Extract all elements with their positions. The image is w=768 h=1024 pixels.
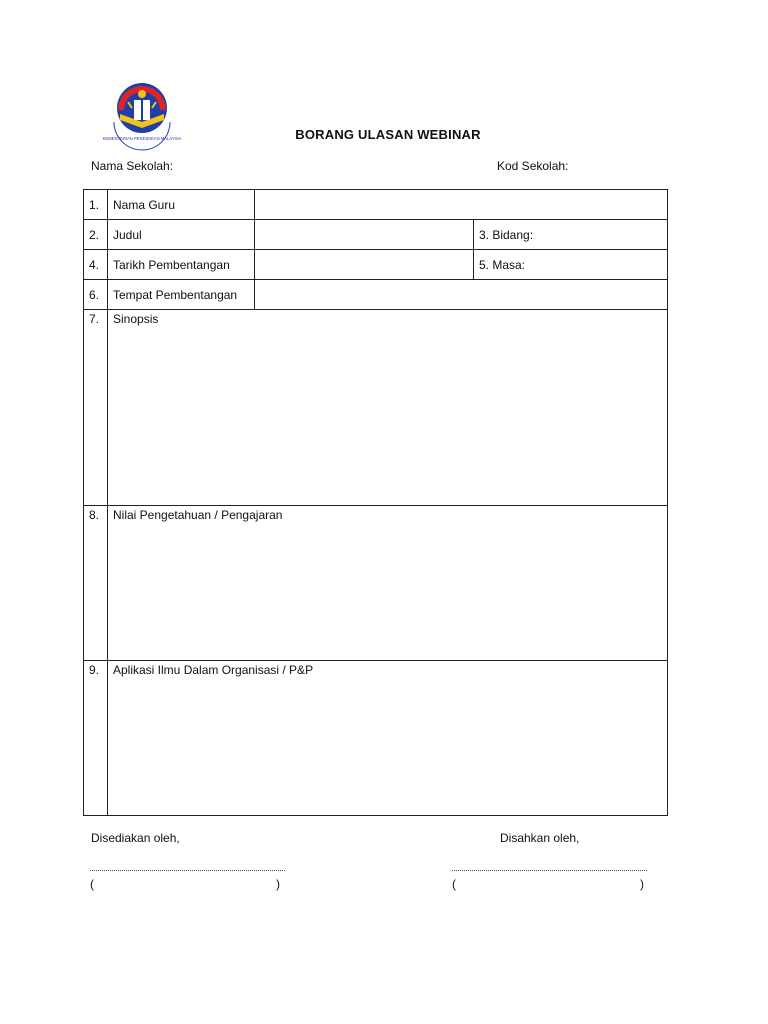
row-label: Aplikasi Ilmu Dalam Organisasi / P&P (113, 663, 314, 677)
row-label: Sinopsis (113, 312, 159, 326)
approved-name-open-paren: ( (452, 877, 456, 891)
svg-text:KEMENTERIAN PENDIDIKAN MALAYSI: KEMENTERIAN PENDIDIKAN MALAYSIA (102, 136, 182, 141)
table-row (84, 661, 668, 816)
table-row (84, 506, 668, 661)
row-number: 9. (84, 661, 108, 816)
review-form-table (83, 189, 668, 816)
row-label: Nama Guru (108, 190, 255, 220)
form-title: BORANG ULASAN WEBINAR (295, 127, 481, 142)
date-field[interactable] (255, 250, 474, 280)
row-number: 6. (84, 280, 108, 310)
table-row (84, 250, 668, 280)
row-label: Tempat Pembentangan (108, 280, 255, 310)
row-label: Judul (108, 220, 255, 250)
field-label[interactable]: 3. Bidang: (474, 220, 668, 250)
synopsis-field[interactable] (108, 310, 668, 506)
title-field[interactable] (255, 220, 474, 250)
prepared-signature-line[interactable] (90, 870, 285, 871)
school-name-label: Nama Sekolah: (91, 159, 174, 173)
table-row (84, 310, 668, 506)
approved-signature-line[interactable] (452, 870, 647, 871)
row-label: Tarikh Pembentangan (108, 250, 255, 280)
teacher-name-field[interactable] (255, 190, 668, 220)
table-row (84, 190, 668, 220)
row-number: 1. (84, 190, 108, 220)
prepared-name-open-paren: ( (90, 877, 94, 891)
row-label: Nilai Pengetahuan / Pengajaran (113, 508, 283, 522)
row-number: 2. (84, 220, 108, 250)
table-row (84, 220, 668, 250)
approved-by-label: Disahkan oleh, (500, 831, 580, 845)
table-row (84, 280, 668, 310)
school-code-label: Kod Sekolah: (497, 159, 569, 173)
venue-field[interactable] (255, 280, 668, 310)
field-label[interactable]: 5. Masa: (474, 250, 668, 280)
row-number: 8. (84, 506, 108, 661)
approved-name-close-paren: ) (640, 877, 644, 891)
row-number: 7. (84, 310, 108, 506)
prepared-by-label: Disediakan oleh, (91, 831, 180, 845)
application-field[interactable] (108, 661, 668, 816)
row-number: 4. (84, 250, 108, 280)
prepared-name-close-paren: ) (276, 877, 280, 891)
knowledge-value-field[interactable] (108, 506, 668, 661)
